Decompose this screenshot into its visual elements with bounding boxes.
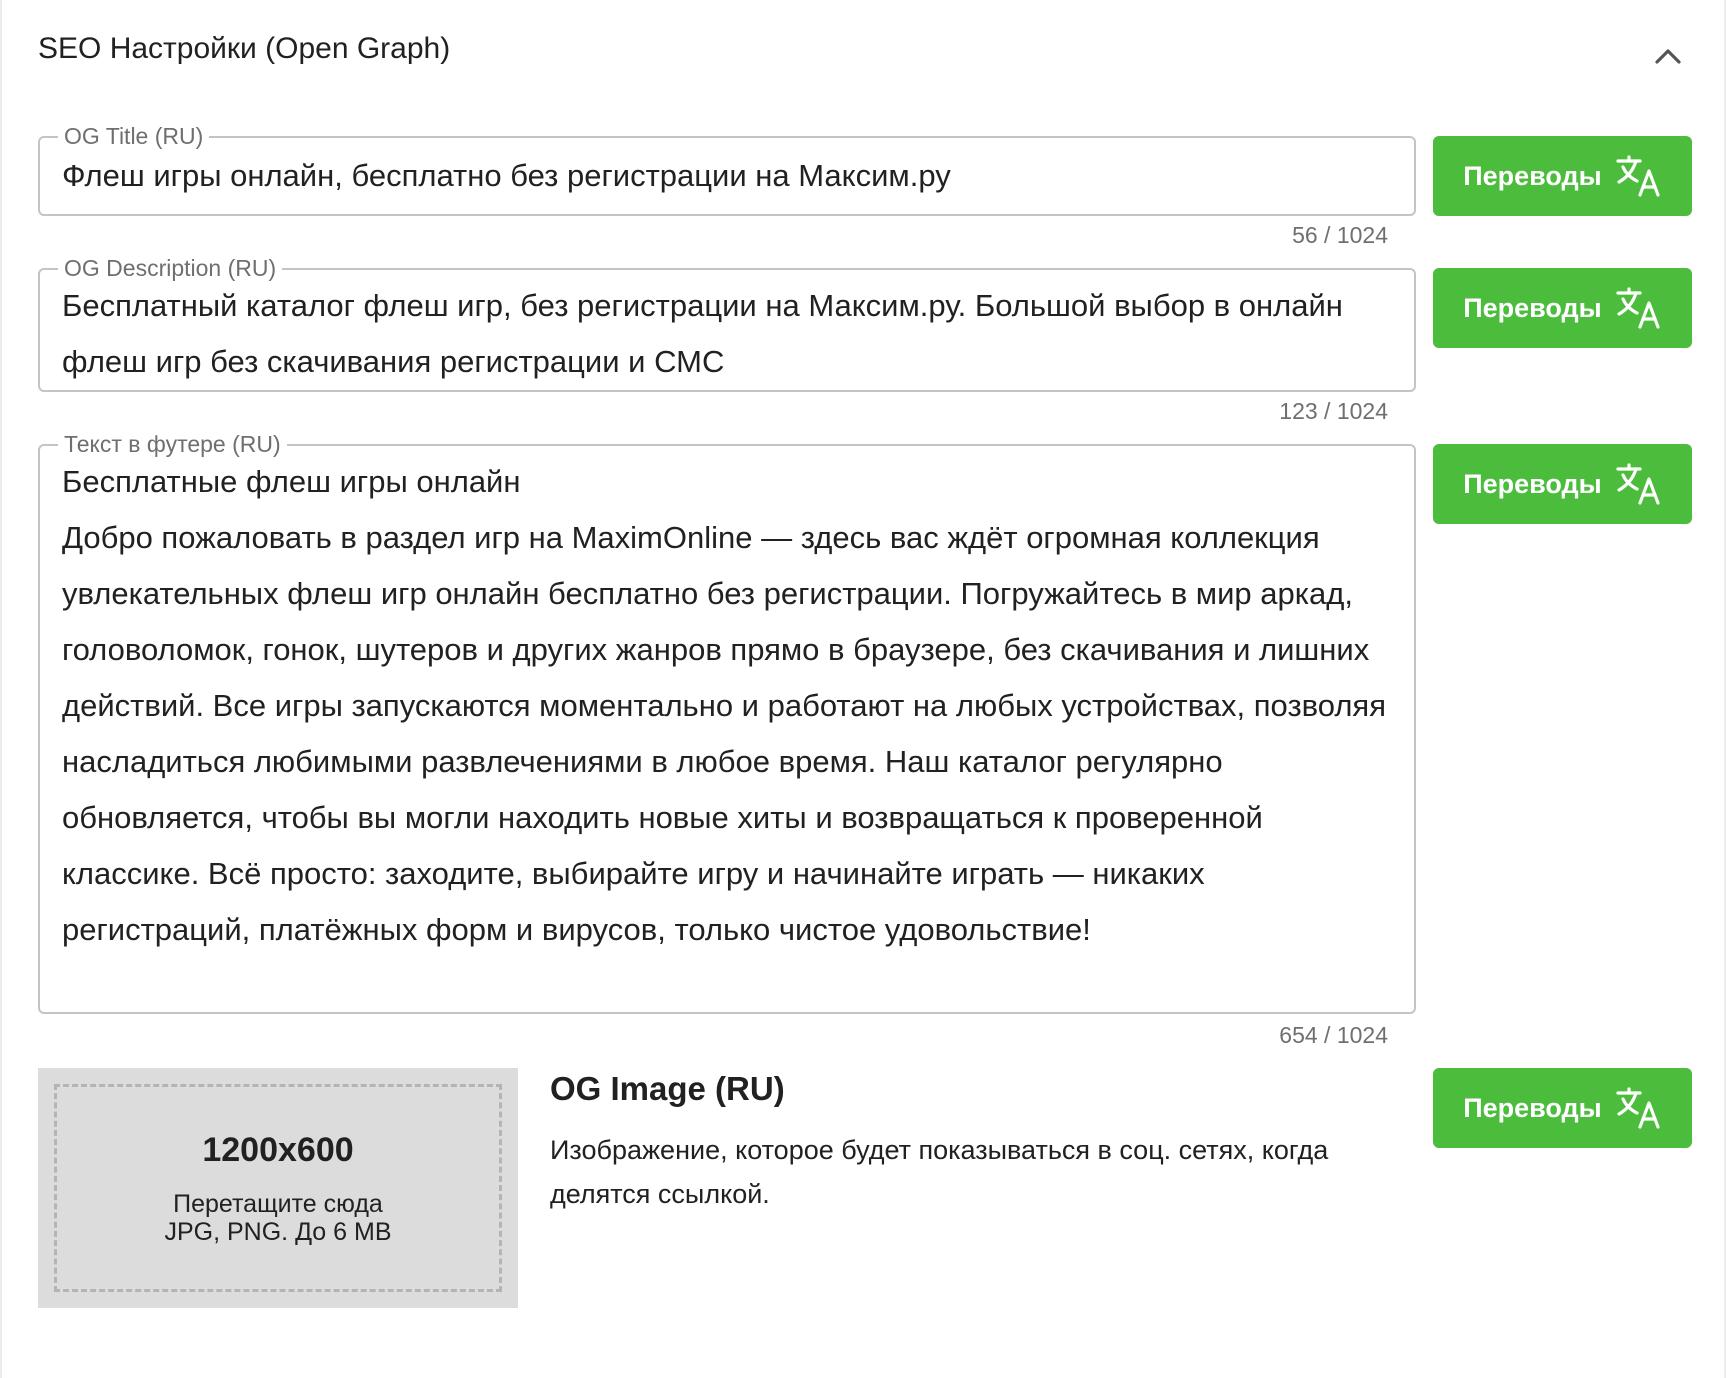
footer-text-field[interactable] <box>38 431 1416 1014</box>
og-image-translate-button[interactable] <box>1433 1068 1692 1148</box>
section-title: SEO Настройки (Open Graph) <box>38 32 451 65</box>
og-description-label: OG Description (RU) <box>58 254 282 282</box>
footer-text-counter: 654 / 1024 <box>1279 1022 1388 1048</box>
footer-text-label: Текст в футере (RU) <box>58 430 287 458</box>
dropzone-hint-line2: JPG, PNG. До 6 MB <box>164 1217 392 1246</box>
og-description-field[interactable] <box>38 255 1416 392</box>
og-description-translate-button[interactable] <box>1433 268 1692 348</box>
og-image-dropzone[interactable] <box>38 1068 518 1308</box>
og-title-counter: 56 / 1024 <box>1292 222 1388 248</box>
og-title-field[interactable] <box>38 123 1416 216</box>
og-title-label: OG Title (RU) <box>58 122 209 150</box>
dropzone-hint-line1: Перетащите сюда <box>173 1189 383 1218</box>
dropzone-border <box>54 1084 502 1292</box>
translate-icon <box>1616 463 1662 505</box>
translate-button-label: Переводы <box>1463 1092 1602 1123</box>
og-description-counter: 123 / 1024 <box>1279 398 1388 424</box>
translate-button-label: Переводы <box>1463 160 1602 191</box>
collapse-button[interactable] <box>1648 38 1688 78</box>
translate-icon <box>1616 1087 1662 1129</box>
og-title-input[interactable]: Флеш игры онлайн, бесплатно без регистрации на Максим.ру <box>62 158 951 193</box>
og-image-description: Изображение, которое будет показываться в соц. сетях, когда делятся ссылкой. <box>550 1135 1329 1209</box>
translate-icon <box>1616 287 1662 329</box>
translate-button-label: Переводы <box>1463 292 1602 323</box>
translate-button-label: Переводы <box>1463 468 1602 499</box>
og-image-title: OG Image (RU) <box>550 1070 785 1107</box>
og-title-translate-button[interactable] <box>1433 136 1692 216</box>
og-description-input[interactable]: Бесплатный каталог флеш игр, без регистрации на Максим.ру. Большой выбор в онлайн флеш игр без скачивания регистрации и СМС <box>62 288 1352 379</box>
footer-text-input[interactable]: Бесплатные флеш игры онлайн Добро пожаловать в раздел игр на MaximOnline — здесь вас ждёт огромная коллекция увлекательных флеш игр онлайн бесплатно без регистрации. Погружайтесь в мир аркад, головоломок, гонок, шутеров и других жанров прямо в браузере, без скачивания и лишних действий. Все игры запускаются моментально и работают на любых устройствах, позволяя насладиться любимыми развлечениями в любое время. Наш каталог регулярно обновляется, чтобы вы могли находить новые хиты и возвращаться к проверенной классике. Всё просто: заходите, выбирайте игру и начинайте играть — никаких регистраций, платёжных форм и вирусов, только чистое удовольствие! <box>62 464 1387 947</box>
chevron-up-icon <box>1655 48 1681 69</box>
dropzone-size: 1200x600 <box>202 1130 354 1169</box>
footer-text-translate-button[interactable] <box>1433 444 1692 524</box>
translate-icon <box>1616 155 1662 197</box>
